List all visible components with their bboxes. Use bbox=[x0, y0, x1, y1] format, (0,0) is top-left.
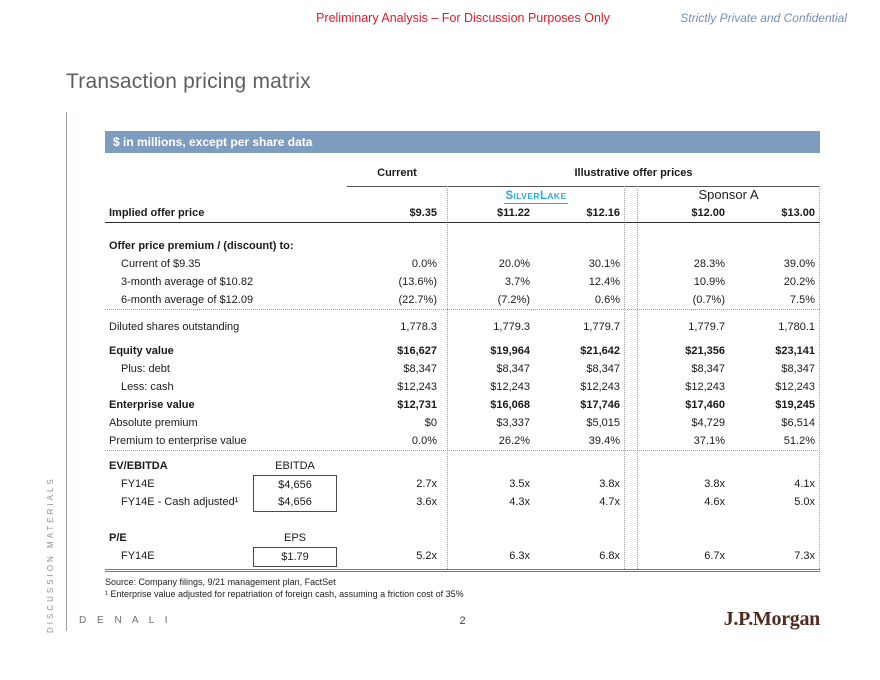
row-label: FY14E bbox=[121, 478, 155, 490]
cell-silverlake-low bbox=[447, 529, 536, 547]
table-row bbox=[105, 547, 820, 565]
cell-silverlake-low: 4.3x bbox=[509, 496, 530, 508]
sidebar-divider bbox=[66, 112, 67, 631]
row-label: Premium to enterprise value bbox=[109, 435, 247, 447]
table-row bbox=[105, 432, 820, 450]
table-row bbox=[105, 475, 820, 493]
sidebar-section-label: DISCUSSION MATERIALS bbox=[46, 476, 55, 633]
cell-sponsor-high: 39.0% bbox=[783, 258, 815, 270]
cell-silverlake-low: (7.2%) bbox=[497, 294, 530, 306]
cell-sponsor-high bbox=[731, 529, 820, 547]
cell-current: 1,778.3 bbox=[400, 321, 437, 333]
cell-silverlake-low: 20.0% bbox=[498, 258, 530, 270]
cell-silverlake-high: $21,642 bbox=[580, 345, 620, 357]
cell-current: (13.6%) bbox=[398, 276, 437, 288]
cell-current: 0.0% bbox=[411, 258, 437, 270]
sub-column-header: EBITDA bbox=[275, 460, 315, 472]
page-title: Transaction pricing matrix bbox=[66, 70, 311, 93]
boxed-assumption-value: $1.79 bbox=[253, 547, 337, 567]
table-row bbox=[105, 414, 820, 432]
cell-silverlake-high: $12.16 bbox=[586, 207, 620, 219]
cell-sponsor-low: 4.6x bbox=[704, 496, 725, 508]
cell-silverlake-low: $19,964 bbox=[490, 345, 530, 357]
cell-silverlake-low: $12,243 bbox=[490, 381, 530, 393]
cell-sponsor-low: 10.9% bbox=[693, 276, 725, 288]
sub-column-header: EPS bbox=[283, 532, 306, 544]
table-row bbox=[105, 342, 820, 360]
row-label: Current of $9.35 bbox=[121, 258, 201, 270]
cell-silverlake-low: $11.22 bbox=[496, 207, 530, 219]
cell-silverlake-high bbox=[536, 457, 625, 475]
cell-silverlake-high: 39.4% bbox=[588, 435, 620, 447]
cell-sponsor-low: $12.00 bbox=[691, 207, 725, 219]
table-row bbox=[105, 255, 820, 273]
cell-sponsor-low: $17,460 bbox=[685, 399, 725, 411]
table-row bbox=[105, 318, 820, 336]
row-label: 3-month average of $10.82 bbox=[121, 276, 254, 288]
table-row bbox=[105, 493, 820, 511]
source-note: Source: Company filings, 9/21 management plan, FactSet bbox=[105, 577, 336, 587]
row-label: Absolute premium bbox=[109, 417, 198, 429]
cell-silverlake-low: $3,337 bbox=[496, 417, 530, 429]
project-codename: D E N A L I bbox=[79, 615, 172, 626]
cell-silverlake-low bbox=[447, 457, 536, 475]
cell-sponsor-low: $21,356 bbox=[685, 345, 725, 357]
row-label: FY14E bbox=[121, 550, 155, 562]
footnote-1: ¹ Enterprise value adjusted for repatriation of foreign cash, assuming a friction cost of 35% bbox=[105, 589, 464, 599]
column-header-current: Current bbox=[347, 160, 447, 187]
cell-current: 5.2x bbox=[416, 550, 437, 562]
table-header-row-1 bbox=[105, 160, 820, 186]
cell-sponsor-high: $13.00 bbox=[781, 207, 815, 219]
cell-sponsor-low bbox=[637, 457, 731, 475]
table-row bbox=[105, 237, 820, 255]
row-label: EV/EBITDA bbox=[109, 460, 168, 472]
table-caption-bar: $ in millions, except per share data bbox=[105, 131, 820, 153]
silverlake-logo: SILVERLAKE bbox=[505, 190, 567, 202]
cell-silverlake-low: 6.3x bbox=[509, 550, 530, 562]
table-row bbox=[105, 457, 820, 475]
row-label: Diluted shares outstanding bbox=[109, 321, 240, 333]
cell-sponsor-high: 5.0x bbox=[794, 496, 815, 508]
cell-silverlake-high: 6.8x bbox=[599, 550, 620, 562]
cell-current: $9.35 bbox=[409, 207, 437, 219]
cell-sponsor-high: 1,780.1 bbox=[778, 321, 815, 333]
cell-sponsor-low: $4,729 bbox=[691, 417, 725, 429]
cell-sponsor-high bbox=[731, 237, 820, 255]
cell-current: $12,243 bbox=[397, 381, 437, 393]
cell-silverlake-high: 3.8x bbox=[599, 478, 620, 490]
cell-silverlake-high: 1,779.7 bbox=[583, 321, 620, 333]
cell-silverlake-high: 30.1% bbox=[588, 258, 620, 270]
row-label: Implied offer price bbox=[109, 207, 205, 219]
page-number: 2 bbox=[459, 615, 466, 627]
table-row bbox=[105, 360, 820, 378]
footnotes bbox=[105, 576, 464, 600]
cell-current: 0.0% bbox=[411, 435, 437, 447]
cell-sponsor-low: $8,347 bbox=[691, 363, 725, 375]
cell-silverlake-high: 4.7x bbox=[599, 496, 620, 508]
cell-silverlake-low bbox=[447, 237, 536, 255]
cell-current: 2.7x bbox=[416, 478, 437, 490]
cell-sponsor-high bbox=[731, 457, 820, 475]
cell-silverlake-high: $5,015 bbox=[586, 417, 620, 429]
table-row bbox=[105, 529, 820, 547]
cell-sponsor-low: 1,779.7 bbox=[688, 321, 725, 333]
classification-header: Preliminary Analysis – For Discussion Purposes Only bbox=[316, 11, 610, 25]
cell-sponsor-low: $12,243 bbox=[685, 381, 725, 393]
row-label: P/E bbox=[109, 532, 127, 544]
cell-sponsor-low: 6.7x bbox=[704, 550, 725, 562]
cell-sponsor-high: $12,243 bbox=[775, 381, 815, 393]
cell-current: $12,731 bbox=[397, 399, 437, 411]
confidentiality-label: Strictly Private and Confidential bbox=[680, 11, 847, 25]
cell-sponsor-low: 3.8x bbox=[704, 478, 725, 490]
cell-current: 3.6x bbox=[416, 496, 437, 508]
row-label: Enterprise value bbox=[109, 399, 195, 411]
table-row bbox=[105, 378, 820, 396]
cell-silverlake-high: $12,243 bbox=[580, 381, 620, 393]
cell-current bbox=[347, 529, 447, 547]
cell-sponsor-low bbox=[637, 529, 731, 547]
row-label: Equity value bbox=[109, 345, 174, 357]
dotted-separator bbox=[105, 450, 820, 451]
cell-silverlake-high: 0.6% bbox=[594, 294, 620, 306]
cell-sponsor-low bbox=[637, 237, 731, 255]
pricing-matrix-table bbox=[105, 160, 820, 572]
row-label: FY14E - Cash adjusted¹ bbox=[121, 496, 239, 508]
cell-sponsor-high: 7.5% bbox=[789, 294, 815, 306]
column-header-sponsor-a: Sponsor A bbox=[698, 187, 759, 202]
cell-silverlake-high bbox=[536, 529, 625, 547]
cell-sponsor-high: $8,347 bbox=[781, 363, 815, 375]
dotted-separator bbox=[105, 309, 820, 310]
row-label: 6-month average of $12.09 bbox=[121, 294, 254, 306]
column-header-illustrative: Illustrative offer prices bbox=[447, 160, 820, 187]
cell-sponsor-high: $19,245 bbox=[775, 399, 815, 411]
boxed-assumption-value: $4,656 bbox=[253, 493, 337, 512]
cell-silverlake-high: $8,347 bbox=[586, 363, 620, 375]
cell-current: $0 bbox=[424, 417, 437, 429]
cell-current bbox=[347, 457, 447, 475]
cell-sponsor-high: 7.3x bbox=[794, 550, 815, 562]
cell-silverlake-low: $8,347 bbox=[496, 363, 530, 375]
jpmorgan-logo: J.P.Morgan bbox=[723, 608, 820, 630]
table-row bbox=[105, 396, 820, 414]
boxed-assumption-value: $4,656 bbox=[253, 475, 337, 494]
cell-sponsor-low: 28.3% bbox=[693, 258, 725, 270]
cell-sponsor-high: 20.2% bbox=[783, 276, 815, 288]
cell-sponsor-high: 51.2% bbox=[783, 435, 815, 447]
cell-current: $8,347 bbox=[403, 363, 437, 375]
cell-silverlake-low: $16,068 bbox=[490, 399, 530, 411]
cell-current bbox=[347, 237, 447, 255]
cell-silverlake-high: $17,746 bbox=[580, 399, 620, 411]
cell-silverlake-low: 3.7% bbox=[504, 276, 530, 288]
cell-sponsor-high: 4.1x bbox=[794, 478, 815, 490]
row-label: Offer price premium / (discount) to: bbox=[109, 240, 294, 252]
cell-sponsor-high: $23,141 bbox=[775, 345, 815, 357]
table-rows bbox=[105, 203, 820, 565]
cell-current: $16,627 bbox=[397, 345, 437, 357]
row-label: Less: cash bbox=[121, 381, 174, 393]
cell-silverlake-high bbox=[536, 237, 625, 255]
cell-sponsor-high: $6,514 bbox=[781, 417, 815, 429]
cell-silverlake-low: 3.5x bbox=[509, 478, 530, 490]
table-row bbox=[105, 273, 820, 291]
row-label: Plus: debt bbox=[121, 363, 170, 375]
cell-silverlake-high: 12.4% bbox=[588, 276, 620, 288]
cell-silverlake-low: 26.2% bbox=[498, 435, 530, 447]
cell-current: (22.7%) bbox=[398, 294, 437, 306]
cell-silverlake-low: 1,779.3 bbox=[493, 321, 530, 333]
table-row bbox=[105, 291, 820, 309]
cell-sponsor-low: 37.1% bbox=[693, 435, 725, 447]
table-row bbox=[105, 203, 820, 223]
cell-sponsor-low: (0.7%) bbox=[692, 294, 725, 306]
